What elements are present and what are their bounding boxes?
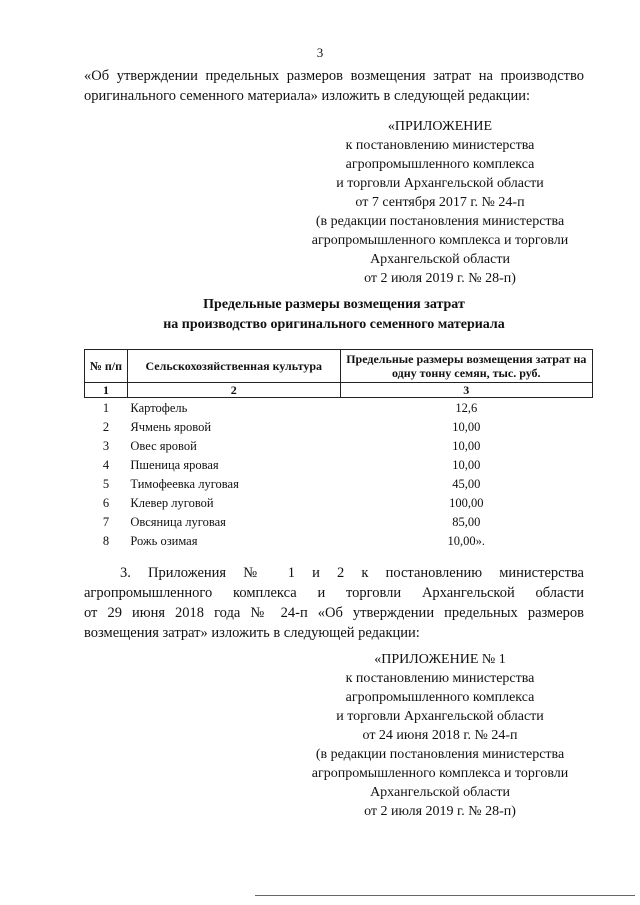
appendix-line: агропромышленного комплекса [345,690,535,705]
row-value: 12,6 [455,400,478,415]
appendix-line: агропромышленного комплекса и торговли [311,233,569,248]
table-row [85,398,593,418]
row-number: 1 [102,400,110,415]
row-number: 5 [102,476,110,491]
appendix-line: агропромышленного комплекса и торговли [311,766,569,781]
appendix-line: агропромышленного комплекса [345,157,535,172]
appendix-line: (в редакции постановления министерства [315,214,565,229]
header-num: № п/п [85,350,128,383]
row-value: 10,00 [452,419,481,434]
header-crop: Сельскохозяйственная культура [127,350,340,383]
appendix-line: «ПРИЛОЖЕНИЕ № 1 [374,652,506,667]
title-line: Предельные размеры возмещения затрат [203,297,465,312]
row-crop: Овес яровой [130,438,197,453]
table-row [85,455,593,474]
appendix-heading-2 [290,650,590,821]
row-number: 2 [102,419,110,434]
appendix-line: «ПРИЛОЖЕНИЕ [387,119,493,134]
row-number: 6 [102,495,110,510]
appendix-line: к постановлению министерства [345,138,535,153]
column-number-row [85,383,593,398]
appendix-line: (в редакции постановления министерства [315,747,565,762]
paragraph-line: агропромышленного комплекса и торговли Архангельской области [84,585,584,601]
table-header-row [85,350,593,383]
row-value: 10,00 [452,438,481,453]
paragraph-3 [84,563,584,643]
row-crop: Овсяница луговая [130,514,226,529]
table-title [84,295,584,335]
row-crop: Пшеница яровая [130,457,219,472]
table-row [85,512,593,531]
row-number: 8 [102,533,110,548]
header-cost: Предельные размеры возмещения затрат на одну тонну семян, тыс. руб. [340,350,592,383]
row-crop: Тимофеевка луговая [130,476,239,491]
table-row [85,436,593,455]
row-crop: Картофель [130,400,188,415]
row-value: 45,00 [452,476,481,491]
appendix-heading-1 [290,117,590,288]
appendix-line: Архангельской области [370,252,510,267]
row-number: 7 [102,514,110,529]
row-crop: Клевер луговой [130,495,214,510]
row-value: 85,00 [452,514,481,529]
intro-text [84,66,584,106]
appendix-line: от 2 июля 2019 г. № 28-п) [364,271,516,286]
appendix-line: Архангельской области [370,785,510,800]
paragraph-line: 3. Приложения № 1 и 2 к постановлению министерства [120,565,584,581]
appendix-line: от 2 июля 2019 г. № 28-п) [364,804,516,819]
appendix-line: к постановлению министерства [345,671,535,686]
footer-rule [255,895,635,896]
appendix-line: и торговли Архангельской области [336,176,544,191]
column-number: 1 [85,383,128,398]
title-line: на производство оригинального семенного материала [163,317,505,332]
row-number: 4 [102,457,110,472]
row-value: 10,00». [447,533,486,548]
intro-line: оригинального семенного материала» изложить в следующей редакции: [84,88,530,104]
row-crop: Ячмень яровой [130,419,212,434]
intro-line: «Об утверждении предельных размеров возмещения затрат на производство [84,68,584,84]
appendix-line: от 24 июня 2018 г. № 24-п [362,728,518,743]
table-row [85,493,593,512]
row-number: 3 [102,438,110,453]
costs-table [84,349,593,550]
row-value: 10,00 [452,457,481,472]
table-row [85,417,593,436]
appendix-line: от 7 сентября 2017 г. № 24-п [355,195,525,210]
row-crop: Рожь озимая [130,533,198,548]
row-value: 100,00 [449,495,484,510]
page-number: 3 [316,45,324,60]
column-number: 2 [127,383,340,398]
table-row [85,531,593,550]
column-number: 3 [340,383,592,398]
paragraph-line: возмещения затрат» изложить в следующей редакции: [84,625,420,641]
paragraph-line: от 29 июня 2018 года № 24-п «Об утверждении предельных размеров [84,605,584,621]
appendix-line: и торговли Архангельской области [336,709,544,724]
table-row [85,474,593,493]
